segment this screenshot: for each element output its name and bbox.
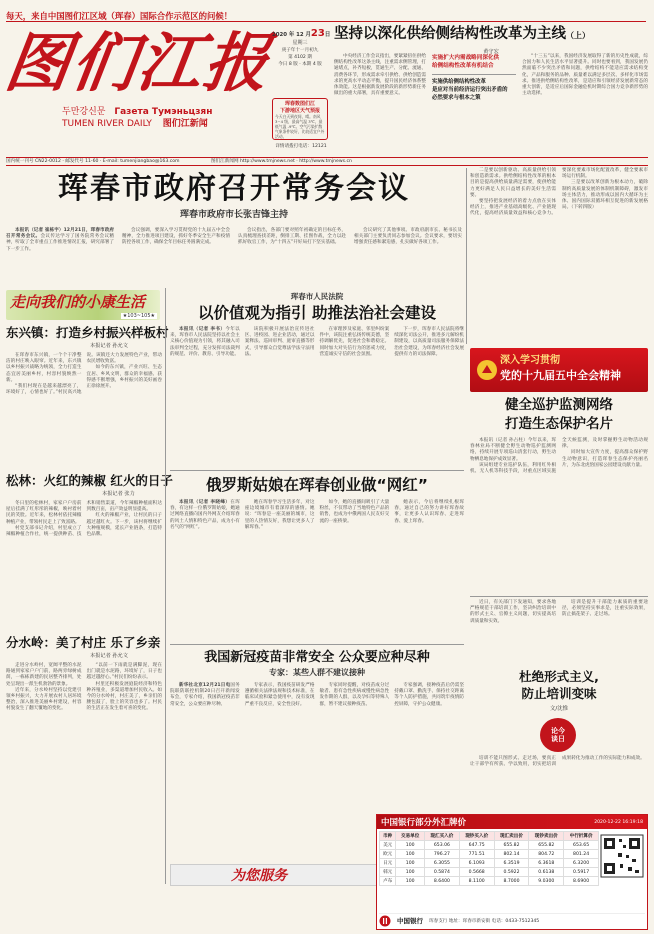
column-title2: 防止培训变味 [521, 686, 597, 701]
left-article-1: 东兴镇：打造乡村振兴样板村 本报记者 孙允文 在珲春市东兴镇，一个个干净整洁的村庄映入眼帘。近年来，东兴镇以乡村振兴战略为统领，全力打造生态宜居美丽乡村，村容村貌焕然一新。 “我们村现在是越来越漂亮了，环境好了，心情也好了。”村民高兴地说。该镇还大力发展特色产业，带动农民增收致富。 如今的东兴镇，产业兴旺、生态宜居、乡风文明，群众的幸福感、获得感不断增强，乡村振兴的美好画卷正徐徐展开。 [6, 325, 169, 396]
table-cell: 6.3055 [424, 859, 459, 868]
table-row [380, 877, 599, 886]
table-cell: 802.14 [494, 850, 529, 859]
right-mid-text: 近日，有关部门下发通知，要求各地严格规范干部培训工作，坚决纠治培训中的形式主义、官僚主义问题，切实提高培训质量和实效。 培训是提升干部能力素质的重要途径，必须坚持实事求是，注重实际效果，防止搞花架子、走过场。 [470, 600, 648, 624]
masthead-ru: Газета Тумэньцзян [114, 107, 213, 117]
court-article: 珲春市人民法院 以价值观为指引 助推法治社会建设 本报讯（记者 李书）今年以来，珲春市人民法院坚持以社会主义核心价值观为引领，将其融入司法审判全过程，充分发挥司法裁判的规范、评价、教育、引导功能。 该院积极开展法治宣传进社区、进校园、进企业活动，通过以案释法、巡回审判、庭审直播等形式，引导群众自觉尊法学法守法用法。 在审理涉及家庭、邻里纠纷案件中，该院注重弘扬传统美德，坚持调解优先，促进社会和谐稳定。同时加大对失信行为的惩戒力度，营造诚实守信的社会氛围。 下一步，珲春市人民法院将继续深化司法公开，推进多元解纷机制建设，以高质量司法服务保障法治社会建设，为珲春经济社会发展提供有力的司法保障。 [170, 292, 464, 357]
bank-header: 交易单位 [396, 832, 425, 841]
vaccine-title: 我国新冠疫苗非常安全 公众要应种尽种 [204, 650, 430, 665]
table-cell: 卢布 [380, 877, 396, 886]
table-cell: 100 [396, 850, 425, 859]
weather-text: 今天白天到夜间，晴。南风 3~4 级，最高气温 3℃，最低气温 -9℃。空气污染扩散气象条件较好，比较适宜户外活动。 [275, 114, 325, 139]
info-bar [6, 157, 648, 166]
table-cell: 647.75 [459, 841, 494, 850]
service-ad-text: 为您服务 [231, 868, 287, 884]
table-cell: 8.7000 [494, 877, 529, 886]
lead-byline: 本报讯（记者 崔栋宇）12月21日，珲春市政府召开常务会议。 [6, 228, 114, 240]
right-article: 健全巡护监测网络 打造生态保护名片 本报讯（记者 孙占柱）今年以来，珲春林业局不断健全野生动物巡护监测网络，持续开展专项巡山清套行动，野生动物栖息地保护成效显著。 该局组建专业巡护队伍，利用红外相机、无人机等科技手段，对重点区域实施全天候监测，及时掌握野生动物活动规律。 同时加大宣传力度，提高群众保护野生动物意识，打造珲春生态保护亮丽名片，为东北虎豹国家公园建设贡献力量。 [470, 397, 648, 475]
column-text: 培训不能只图形式、走过场，要真正让干部学有所获、学以致用，切实把培训成果转化为推动工作的实际能力和成效。 [470, 756, 645, 768]
court-kicker: 珲春市人民法院 [290, 292, 344, 301]
bank-title: 中国银行部分外汇牌价 [381, 818, 467, 828]
masthead-kr: 두만강신문 [62, 107, 106, 117]
table-row [380, 868, 599, 877]
table-cell: 0.5922 [494, 868, 529, 877]
bank-rate-box [376, 814, 648, 930]
right-article-title2: 打造生态保护名片 [505, 416, 613, 432]
top-banner [6, 4, 646, 22]
date-box [272, 26, 331, 98]
weather-subtitle: 下游地区天气预报 [279, 108, 320, 114]
table-cell: 0.5874 [424, 868, 459, 877]
bank-header-row [380, 832, 599, 841]
top-article-sub2: 给侧结构性改革有机结合 [432, 63, 494, 69]
left-article-3: 分水岭：美了村庄 乐了乡亲 本报记者 孙允文 走进分水岭村，宽阔平整的水泥路通到家家户户门前，路两旁绿树成荫，一栋栋新建的民居整齐排列，处处呈现出一派生机勃勃的景象。 近年来，分水岭村坚持以党建引领乡村振兴，大力开展农村人居环境整治，深入推进美丽乡村建设，村容村貌发生了翻天覆地的变化。 “以前一下雨就是满脚泥，现在出门就是水泥路，环境好了，日子也越过越舒心。”村民们纷纷表示。 村里还积极发展庭院经济和特色种养殖业，多渠道增加村民收入。如今的分水岭村，村庄美了，乡亲们的腰包鼓了，脸上的笑容也多了。村民的生活正在发生着可喜的变化。 [6, 635, 162, 712]
lead-article-head [6, 170, 462, 226]
top-article-sub1: 实施扩大内需战略同深化供 [432, 55, 500, 61]
table-cell: 6.3618 [529, 859, 564, 868]
table-cell: 8.1100 [459, 877, 494, 886]
table-cell: 6.3200 [564, 859, 599, 868]
table-cell: 8.6900 [564, 877, 599, 886]
table-row [380, 841, 599, 850]
top-box-head3: 必然要求与根本之策 [432, 95, 481, 101]
weekday: 星期三 [292, 40, 308, 46]
bank-header: 现钞买入价 [459, 832, 494, 841]
weather-title: 珲春数图们江 [284, 101, 315, 107]
top-article-title: 坚持以深化供给侧结构性改革为主线 [334, 26, 566, 42]
bank-header: 现汇卖出价 [494, 832, 529, 841]
table-cell: 801.24 [564, 850, 599, 859]
column-title1: 杜绝形式主义, [519, 669, 599, 684]
table-cell: 100 [396, 868, 425, 877]
column-byline: 文/沈惟 [550, 706, 568, 712]
table-cell: 655.82 [529, 841, 564, 850]
bank-logo-text: 中国银行 [397, 917, 423, 925]
table-cell: 美元 [380, 841, 396, 850]
table-cell: 欧元 [380, 850, 396, 859]
table-cell: 100 [396, 859, 425, 868]
left-article-2: 松林：火红的辣椒 红火的日子 本报记者 张力 冬日里的松林村，家家户户房前屋后挂满了红彤彤的辣椒，映衬着村民的笑脸。近年来，松林村依托辣椒种植产业，带领村民走上了致富路。 村党支部书记介绍，村里成立了辣椒种植合作社，统一提供种苗、技术和销售渠道，今年辣椒种植面积达到数百亩，亩产效益明显提高。 红火的辣椒产业，让村民的日子越过越红火。下一步，该村将继续扩大种植规模，延长产业链条，打造特色品牌。 [6, 473, 173, 538]
banner-text: 每天，来自中国图们江区域（珲春）国际合作示范区的问候！ [6, 11, 233, 21]
lead-subtitle: 珲春市政府市长张吉锋主持 [179, 210, 288, 220]
table-cell: 804.72 [529, 850, 564, 859]
right-ad-banner [470, 348, 648, 392]
info-bar-right: 图们江新闻网 http://www.tmjnews.net · http://www.tmjnews.cn [210, 159, 352, 164]
right-top-text: 二是要以创新驱动、高质量供给引领和创造新需求。供给侧结构性改革的根本目的是提高供给质量满足需要，使供给能力更好满足人民日益增长的美好生活需要。 要坚持把发展经济的着力点放在实体经济上，推进产业基础高级化、产业链现代化，提高经济质量效益和核心竞争力。要深化要素市场化配置改革，健全要素市场运行机制。 三是要以改革创新为根本动力，破除制约高质量发展的体制机制障碍，激发市场主体活力，推动形成以国内大循环为主体、国内国际双循环相互促进的新发展格局。（下转四版） [470, 168, 648, 217]
right-article-title1: 健全巡护监测网络 [505, 397, 613, 413]
court-title: 以价值观为指引 助推法治社会建设 [198, 304, 436, 322]
table-cell: 韩元 [380, 868, 396, 877]
bank-address: 珲春支行 地址：珲春市新安街 电话：0433-7512345 [429, 918, 540, 924]
russian-byline: 本报讯（记者 李晓峰） [179, 500, 231, 505]
top-box-head2: 是应对当前经济运行突出矛盾的 [432, 87, 508, 93]
top-article-byline: 黄守宏 [483, 49, 499, 55]
table-cell: 771.51 [459, 850, 494, 859]
top-article-title-suffix: （上） [566, 31, 590, 40]
bank-header: 中行折算价 [564, 832, 599, 841]
column-stamp [540, 718, 576, 752]
lead-article-body: 本报讯（记者 崔栋宇）12月21日，珲春市政府召开常务会议。会议传达学习了国务院常务会议精神，听取了全市重点工作推进情况汇报，研究部署了下一步工作。 会议强调，要深入学习贯彻党的十九届五中全会精神，全力推进项目建设，抓好冬季安全生产和疫情防控各项工作，确保全年目标任务圆满完成。 会议指出，各部门要对照年初确定的目标任务，认真梳理查找差距，倒排工期、挂图作战，全力以赴抓好收官工作，为“十四五”开好局打下坚实基础。 会议研究了其他事项。市政府副市长、秘书长及相关部门主要负责同志参加会议。会议要求，要切实增强责任感和紧迫感，扎实做好各项工作。 [6, 228, 462, 252]
vaccine-article: 我国新冠疫苗非常安全 公众要应种尽种 专家：某些人群不建议接种 新华社北京12月21日电国务院联防联控机制20日召开新闻发布会，专家介绍，我国新冠疫苗非常安全，公众要应种尽种。 专家表示，我国疫苗研发严格遵循相关法律法规和技术标准，在临床试验和紧急使用中，没有发现严重不良反应，安全性良好。 专家同时提醒，对疫苗成分过敏者、患有急性疾病或慢性病急性发作期的人群，以及孕妇等特殊人群，暂不建议接种疫苗。 专家强调，接种疫苗后仍需坚持戴口罩、勤洗手、保持社交距离等个人防护措施，共同筑牢疫情防控屏障，守护公众健康。 [170, 650, 464, 707]
table-cell: 653.06 [424, 841, 459, 850]
bank-header: 现汇买入价 [424, 832, 459, 841]
feature-banner [6, 290, 160, 320]
table-cell: 796.27 [424, 850, 459, 859]
party-emblem-icon [476, 359, 498, 381]
left-article-3-title: 分水岭：美了村庄 乐了乡亲 [6, 635, 161, 650]
table-row [380, 859, 599, 868]
table-cell: 6.1093 [459, 859, 494, 868]
lunar-date: 庚子年十一月初九 [281, 48, 319, 53]
qr-code-icon [601, 835, 643, 877]
table-cell: 655.82 [494, 841, 529, 850]
vaccine-subtitle: 专家：某些人群不建议接种 [269, 668, 365, 677]
table-row [380, 850, 599, 859]
right-ad-line1: 深入学习贯彻 [500, 355, 560, 366]
subscription-line: 详情请拨打电话：12121 [275, 144, 327, 149]
left-article-2-title: 松林：火红的辣椒 红火的日子 [6, 473, 173, 488]
top-article: 坚持以深化供给侧结构性改革为主线（上） 黄守宏 中央经济工作会议指出，要紧紧扭住供给侧结构性改革这条主线，注重需求侧管理，打通堵点，补齐短板，贯通生产、分配、流通、消费各环节，形成需求牵引供给、供给创造需求的更高水平动态平衡，提升国民经济体系整体效能。这是根据新发展阶段的新形势新任务做出的重大部署，具有重要意义。 实施扩大内需战略同深化供 给侧结构性改革有机结合 实施供给侧结构性改革 是应对当前经济运行突出矛盾的 必然要求与根本之策 “十三五”以来，我国经济发展取得了新的历史性成就，综合国力和人民生活水平显著提升。同时也要看到，我国发展仍然面临不少突出矛盾和问题，供给结构不能适应需求结构变化，产品和服务的品种、质量难以满足多层次、多样化市场需求。推进供给侧结构性改革，是适应和引领经济发展新常态的重大创新，是适应后国际金融危机时期综合国力竞争新形势的主动选择。 [334, 26, 648, 101]
date-suffix: 日 [324, 32, 331, 38]
table-cell: 6.3519 [494, 859, 529, 868]
left-article-3-byline: 本报记者 孙允文 [90, 653, 128, 659]
table-cell: 0.6138 [529, 868, 564, 877]
table-cell: 0.5668 [459, 868, 494, 877]
left-article-2-byline: 本报记者 张力 [102, 491, 135, 497]
masthead-en: TUMEN RIVER DAILY [62, 119, 152, 129]
court-byline: 本报讯（记者 李书） [179, 327, 226, 332]
date-prefix: 2020 年 12 月 [272, 32, 311, 38]
bank-date: 2020-12-22 16:19:18 [594, 819, 643, 825]
top-box-head1: 实施供给侧结构性改革 [432, 79, 486, 85]
table-cell: 653.65 [564, 841, 599, 850]
masthead-site: 图们江新闻 [162, 119, 208, 129]
issue-number: 第 4102 期 [288, 55, 312, 60]
bank-rate-table [379, 831, 599, 886]
vaccine-byline: 新华社北京12月21日电 [179, 683, 231, 688]
table-cell: 100 [396, 841, 425, 850]
left-article-1-byline: 本报记者 孙允文 [90, 343, 128, 349]
info-bar-left: 国内统一刊号 CN22-0012 · 邮发代号 11-60 · E-mail: tumenjiangbao@163.com [6, 159, 180, 164]
lead-title: 珲春市政府召开常务会议 [58, 171, 410, 206]
top-article-title-row [334, 24, 648, 46]
column-box [470, 668, 648, 754]
russian-title: 俄罗斯姑娘在珲春创业做“网红” [206, 476, 428, 494]
table-cell: 日元 [380, 859, 396, 868]
table-cell: 8.6400 [424, 877, 459, 886]
weather-box [272, 98, 328, 140]
bank-logo-icon [379, 915, 391, 927]
feature-banner-tag: ★103~105★ [122, 313, 155, 319]
left-article-1-title: 东兴镇：打造乡村振兴样板村 [6, 325, 169, 340]
table-cell: 100 [396, 877, 425, 886]
bank-header: 现钞卖出价 [529, 832, 564, 841]
masthead-title: 图们江报 [0, 26, 276, 101]
edition-count: 今日 8 版 · 本期 4 版 [278, 62, 322, 67]
bank-header: 币种 [380, 832, 396, 841]
table-cell: 9.0300 [529, 877, 564, 886]
feature-banner-title: 走向我们的小康生活 [10, 293, 146, 311]
column-stamp-text: 论今谈日 [551, 726, 565, 743]
date-day: 23 [310, 28, 325, 39]
russian-article: 俄罗斯姑娘在珲春创业做“网红” 本报讯（记者 李晓峰）在珲春，有这样一位俄罗斯姑娘，她通过网络直播向国内外网友介绍珲春的风土人情和特色产品，成为小有名气的“网红”。 她在珲春学习生活多年，对这座边境城市有着深厚的感情。她说：“珲春是一座美丽的城市，这里的人热情友好，我想让更多人了解珲春。” 如今，她的直播间吸引了大量粉丝，不仅带动了当地特色产品的销售，也成为中俄两国人民友好交流的一座桥梁。 她表示，今后将继续扎根珲春，通过自己的努力讲好珲春故事，让更多人认识珲春、走进珲春、爱上珲春。 [170, 476, 464, 530]
right-ad-line2: 党的十九届五中全会精神 [500, 369, 621, 382]
masthead [0, 26, 276, 156]
table-cell: 0.5917 [564, 868, 599, 877]
